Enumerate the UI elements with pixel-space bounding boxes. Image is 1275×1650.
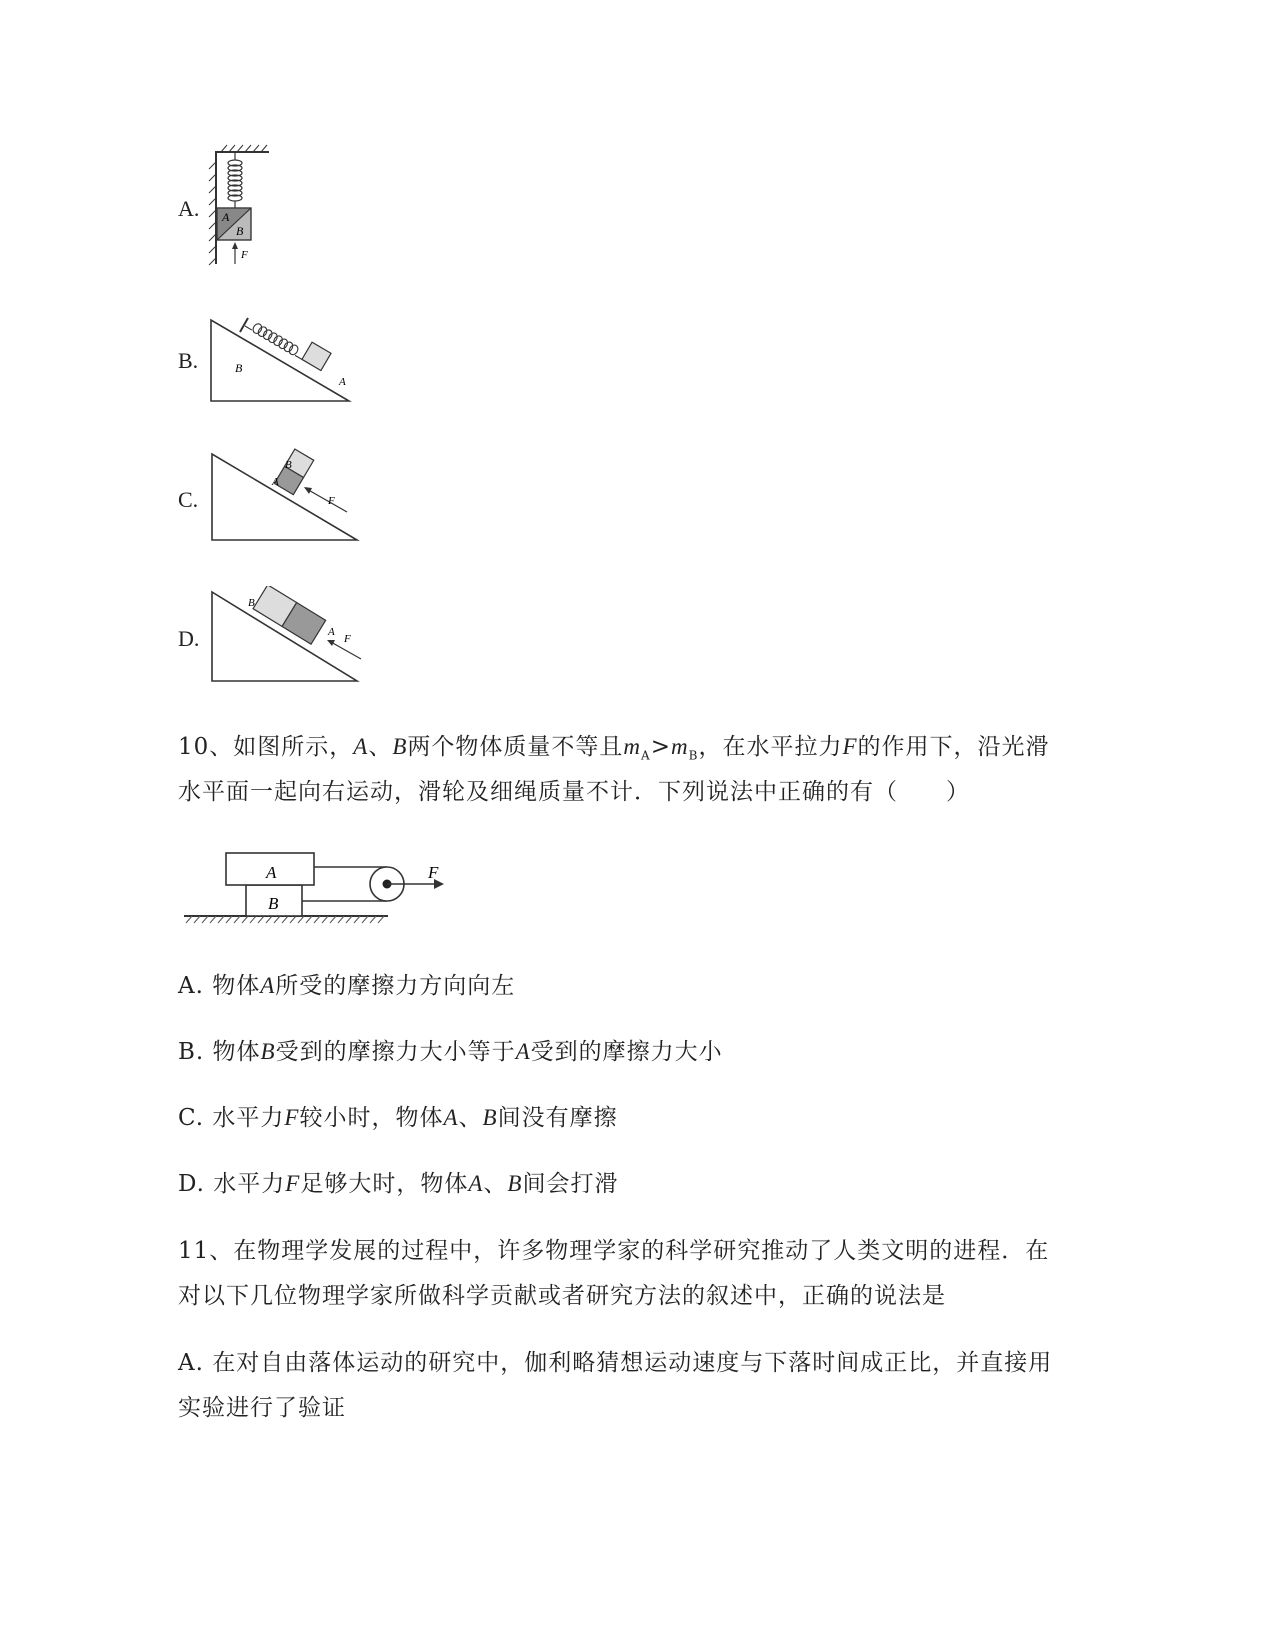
q10-stem-line2: 水平面一起向右运动，滑轮及细绳质量不计．下列说法中正确的有（ ） xyxy=(178,779,970,805)
figure-d-label-f: F xyxy=(344,633,351,645)
q10-diagram-label-f: F xyxy=(428,863,439,882)
figure-a-diagram xyxy=(205,140,275,270)
option-label-a: A. xyxy=(178,196,200,221)
q10-option-c-text: 间没有摩擦 xyxy=(497,1105,618,1131)
figure-c-label-f: F xyxy=(328,495,335,507)
figure-c-label-a: A xyxy=(272,476,279,488)
q10-option-c-var1: F xyxy=(284,1105,300,1130)
q11-option-a-line1[interactable]: A. 在对自由落体运动的研究中，伽利略猜想运动速度与下落时间成正比，并直接用 xyxy=(178,1350,1053,1376)
figure-d-label-b: B xyxy=(248,597,255,609)
figure-b-label-b: B xyxy=(235,361,243,375)
figure-c-label-b: B xyxy=(285,459,292,471)
q10-text-1: 如图所示， xyxy=(233,734,354,760)
figure-b-diagram xyxy=(205,312,355,407)
option-label-b: B. xyxy=(178,348,199,373)
q10-option-a-text: 所受的摩擦力方向向左 xyxy=(275,973,516,999)
figure-a-label-b: B xyxy=(236,224,244,238)
q11-stem-line1: 11、在物理学发展的过程中，许多物理学家的科学研究推动了人类文明的进程．在 xyxy=(178,1238,1050,1264)
option-label-c: C. xyxy=(178,487,199,512)
q10-option-a[interactable] xyxy=(178,967,515,1000)
q10-option-c-sep: 、 xyxy=(458,1105,483,1131)
q11-option-a-line2: 实验进行了验证 xyxy=(178,1395,346,1421)
q10-option-b-var1: B xyxy=(260,1039,276,1064)
q10-option-b-mid: 受到的摩擦力大小等于 xyxy=(275,1039,516,1065)
q10-mass-mb: m xyxy=(670,734,689,759)
q10-option-c-var2: A xyxy=(443,1105,459,1130)
q10-option-a-var: A xyxy=(260,973,276,998)
q10-text-3: 两个物体质量不等且 xyxy=(407,734,624,760)
q10-option-d-var1: F xyxy=(285,1171,301,1196)
q10-option-c-prefix: C. 水平力 xyxy=(178,1105,285,1131)
q10-option-d-mid: 足够大时，物体 xyxy=(300,1171,469,1197)
q10-text-5: 的作用下，沿光滑 xyxy=(857,734,1050,760)
q10-option-d-var2: A xyxy=(468,1171,484,1196)
figure-d-diagram xyxy=(205,586,363,686)
q10-option-c[interactable] xyxy=(178,1099,618,1132)
q10-stem-line1 xyxy=(178,728,1050,763)
q10-option-c-mid: 较小时，物体 xyxy=(299,1105,444,1131)
figure-c-diagram xyxy=(205,448,363,544)
q10-pulley-diagram xyxy=(180,845,450,927)
q10-option-d-sep: 、 xyxy=(483,1171,508,1197)
q10-diagram-label-a: A xyxy=(266,863,277,882)
option-label-d: D. xyxy=(178,626,200,651)
figure-d-label-a: A xyxy=(328,626,335,638)
q10-mass-mb-sub: B xyxy=(688,748,699,763)
q10-option-b-var2: A xyxy=(515,1039,531,1064)
q10-var-f: F xyxy=(842,734,858,759)
q10-option-a-prefix: A. 物体 xyxy=(178,973,261,999)
q10-mass-ma: m xyxy=(623,734,642,759)
q10-option-b-prefix: B. 物体 xyxy=(178,1039,261,1065)
q10-var-a: A xyxy=(353,734,369,759)
q10-diagram-label-b: B xyxy=(268,894,279,913)
q10-option-d[interactable] xyxy=(178,1165,618,1198)
q10-option-b[interactable] xyxy=(178,1033,723,1066)
q10-option-c-var3: B xyxy=(482,1105,498,1130)
q10-option-b-text: 受到的摩擦力大小 xyxy=(530,1039,723,1065)
q10-var-b: B xyxy=(392,734,408,759)
q10-option-d-prefix: D. 水平力 xyxy=(178,1171,286,1197)
q10-mass-ma-sub: A xyxy=(641,748,651,763)
q11-stem-line2: 对以下几位物理学家所做科学贡献或者研究方法的叙述中，正确的说法是 xyxy=(178,1283,946,1309)
q10-number: 10、 xyxy=(178,734,234,760)
q10-gt: > xyxy=(650,734,671,760)
figure-b-label-a: A xyxy=(339,376,346,388)
q10-text-2: 、 xyxy=(368,734,393,760)
q10-text-4: ，在水平拉力 xyxy=(698,734,843,760)
figure-a-label-a: A xyxy=(222,210,230,224)
figure-a-label-f: F xyxy=(241,249,248,261)
q10-option-d-var3: B xyxy=(507,1171,523,1196)
q10-option-d-text: 间会打滑 xyxy=(522,1171,619,1197)
